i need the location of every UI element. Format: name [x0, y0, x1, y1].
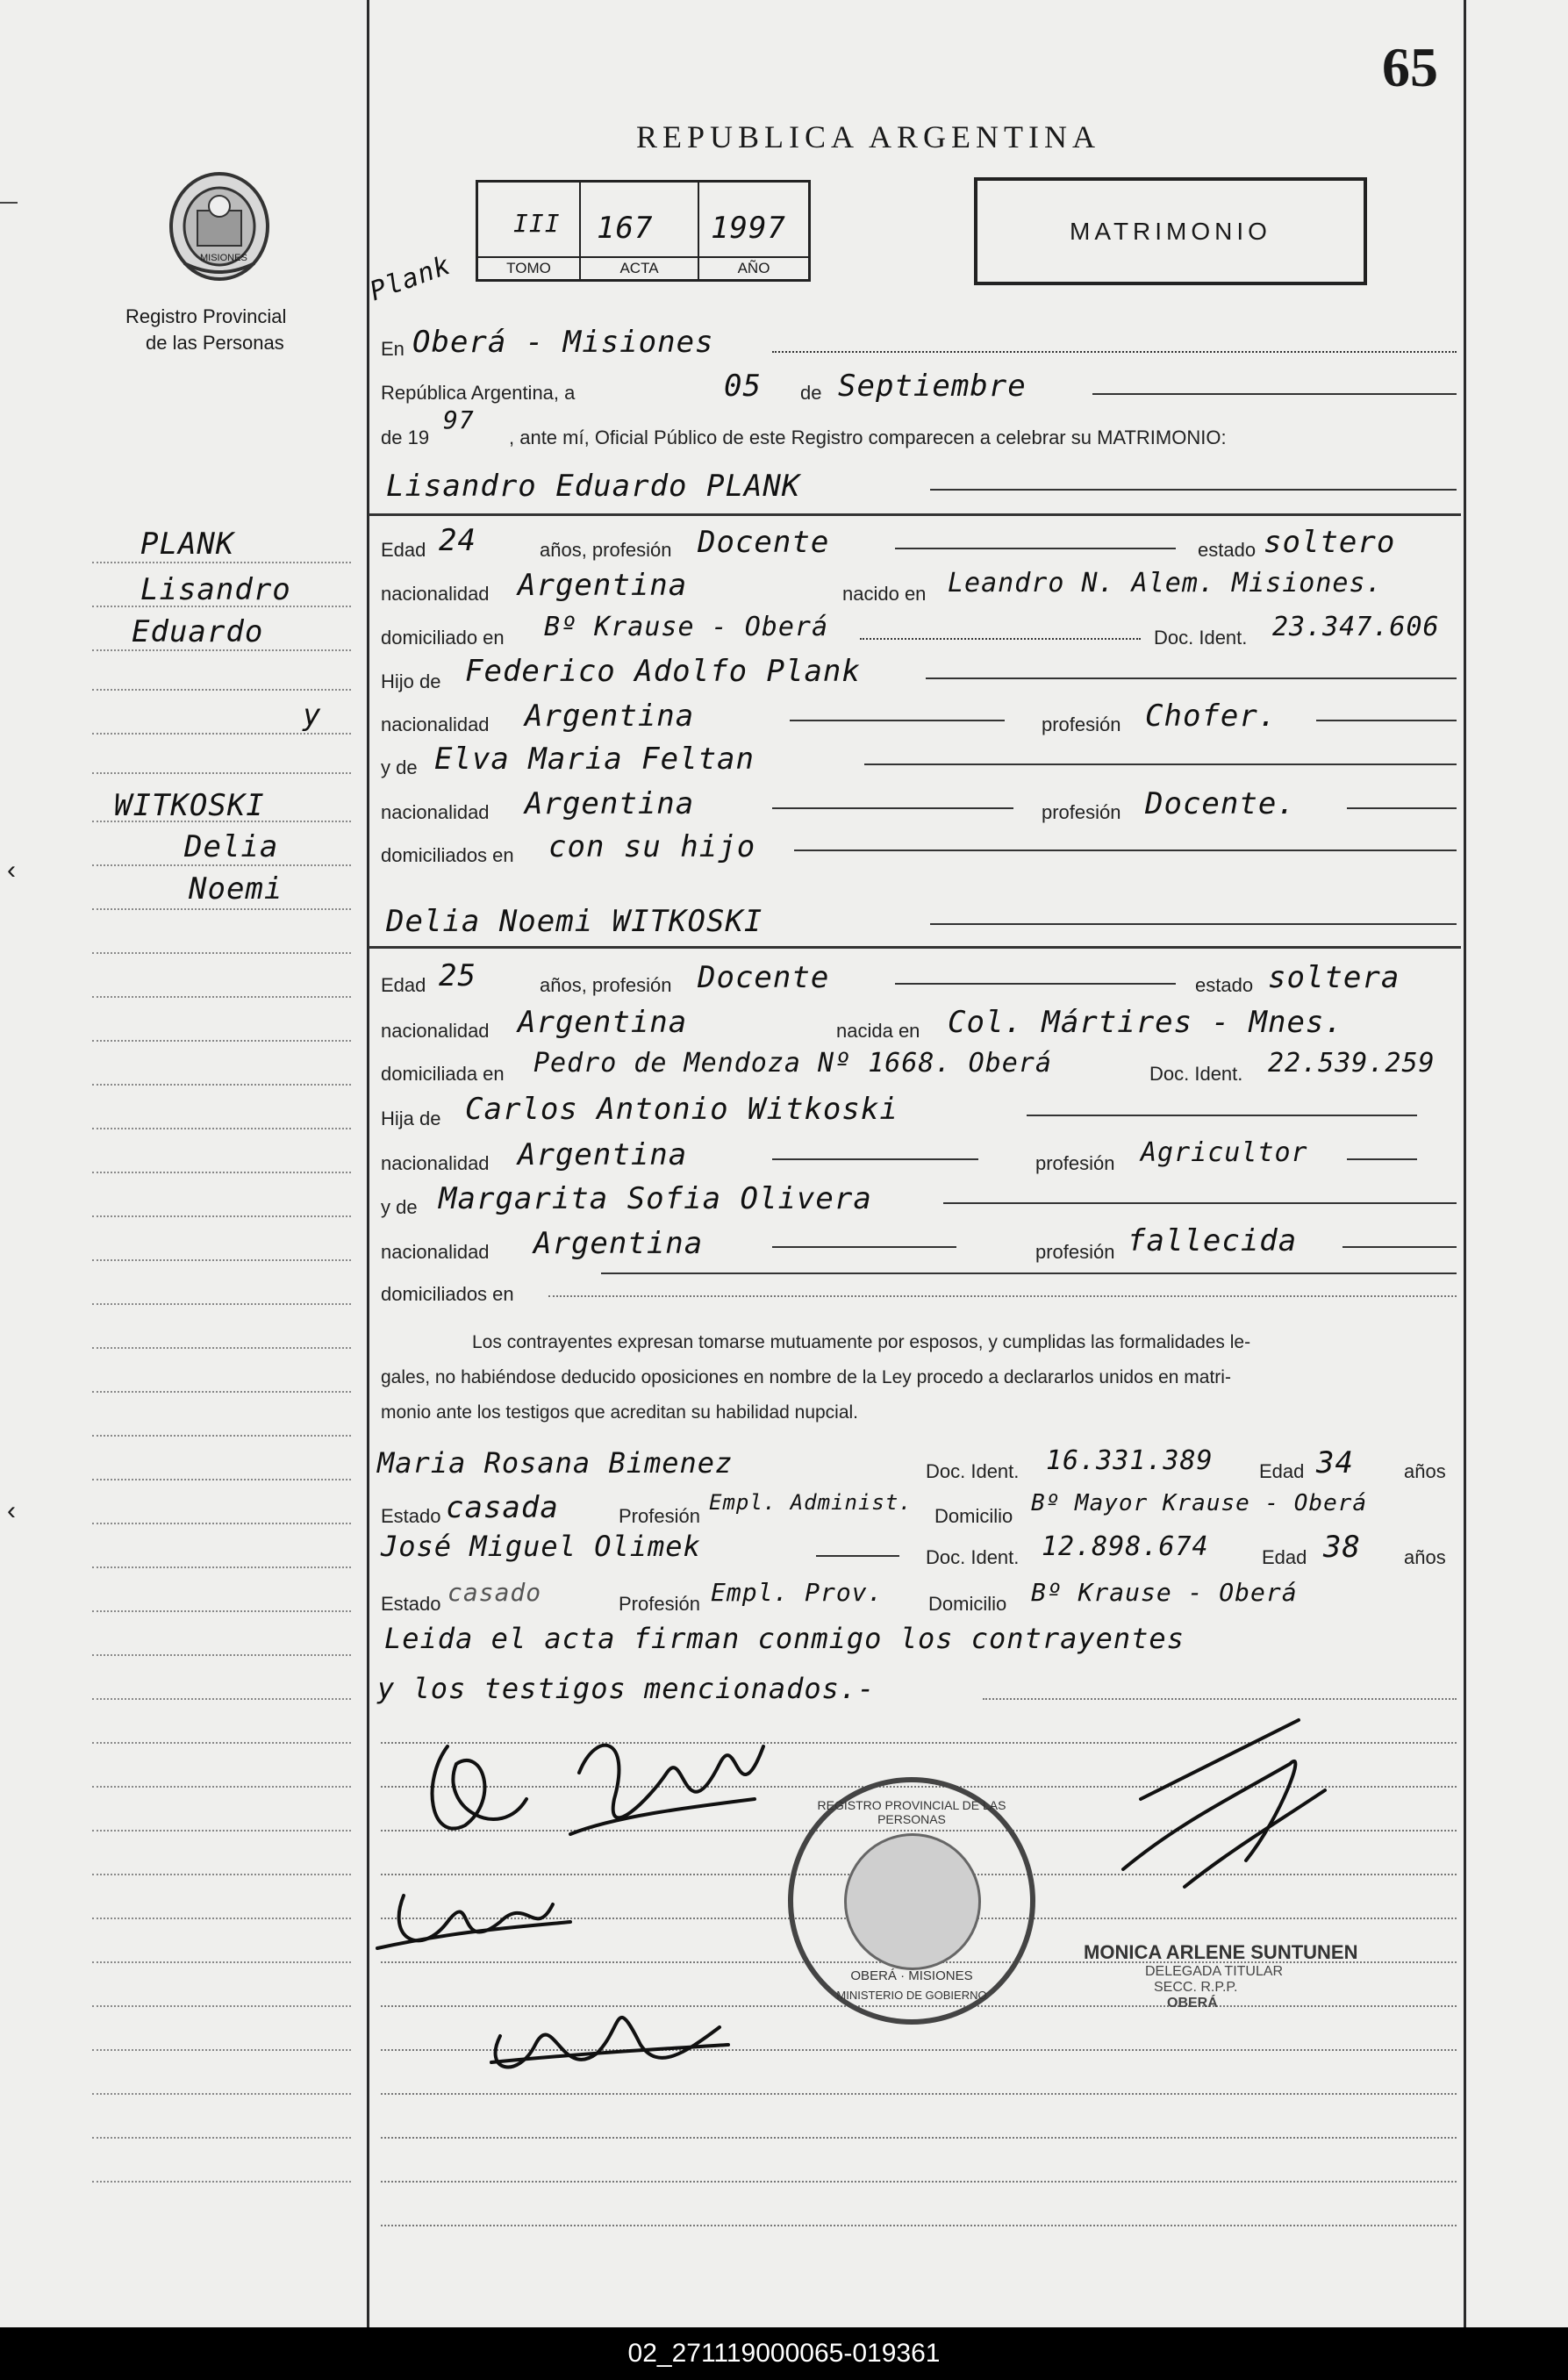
official-seal — [788, 1777, 1035, 2025]
groom-madre-prof: Docente. — [1145, 786, 1296, 821]
bride-domicilio: Pedro de Mendoza Nº 1668. Oberá — [533, 1048, 1052, 1079]
republica-label: República Argentina, a — [381, 382, 576, 404]
bride-padre: Carlos Antonio Witkoski — [465, 1092, 899, 1127]
officer-section: SECC. R.P.P. — [1154, 1980, 1238, 1995]
groom-anos-label: años, profesión — [540, 539, 672, 561]
seal-bottom: MINISTERIO DE GOBIERNO — [836, 1989, 987, 2002]
officer-name: MONICA ARLENE SUNTUNEN — [1084, 1941, 1358, 1963]
groom-edad-label: Edad — [381, 539, 426, 561]
witness1-anos-label: años — [1404, 1460, 1446, 1482]
witness1-estado: casada — [446, 1490, 559, 1525]
right-border — [1464, 0, 1466, 2327]
margin-bride-name2: Noemi — [189, 871, 283, 907]
initial-signature: Plank — [365, 249, 455, 308]
declaration-line-1: Los contrayentes expresan tomarse mutuamente por esposos, y cumplidas las formalidades le- — [472, 1332, 1251, 1352]
left-tick — [0, 202, 18, 204]
witness2-edad-label: Edad — [1262, 1546, 1307, 1568]
groom-padre-nac-label: nacionalidad — [381, 713, 490, 735]
bride-nacida: Col. Mártires - Mnes. — [948, 1005, 1343, 1040]
closing-line-1: Leida el acta firman conmigo los contrayentes — [384, 1622, 1185, 1655]
provincial-emblem-icon — [162, 167, 276, 285]
groom-padre: Federico Adolfo Plank — [465, 654, 861, 689]
left-margin-mark-2: ‹ — [7, 1496, 16, 1525]
seal-place: OBERÁ · MISIONES — [850, 1968, 973, 1983]
witness2-estado: casado — [447, 1578, 542, 1607]
place: Oberá - Misiones — [412, 325, 714, 360]
witness1-edad: 34 — [1316, 1445, 1354, 1480]
groom-madre-prof-label: profesión — [1042, 801, 1121, 823]
groom-domicilio: Bº Krause - Oberá — [544, 612, 829, 642]
registry-line-2: de las Personas — [146, 332, 284, 354]
groom-madre: Elva Maria Feltan — [434, 742, 755, 777]
witness2-profesion: Empl. Prov. — [711, 1578, 884, 1607]
margin-and: y — [303, 698, 322, 733]
acta-value: 167 — [597, 211, 654, 246]
groom-madre-nac-label: nacionalidad — [381, 801, 490, 823]
witness2-doc-label: Doc. Ident. — [926, 1546, 1020, 1568]
month: Septiembre — [838, 369, 1027, 404]
acta-label: ACTA — [579, 256, 699, 279]
declaration-line-3: monio ante los testigos que acreditan su habilidad nupcial. — [381, 1402, 859, 1423]
bride-domiciliados-label: domiciliados en — [381, 1283, 514, 1305]
intro-statement: , ante mí, Oficial Público de este Registro comparecen a celebrar su MATRIMONIO: — [509, 427, 1227, 448]
groom-estado: soltero — [1264, 525, 1396, 560]
year-suffix: 97 — [443, 405, 475, 434]
bride-dom-label: domiciliada en — [381, 1063, 505, 1085]
en-label: En — [381, 338, 405, 360]
witness1-prof-label: Profesión — [619, 1505, 700, 1527]
day: 05 — [724, 369, 762, 404]
witness1-estado-label: Estado — [381, 1505, 441, 1527]
groom-nac-label: nacionalidad — [381, 583, 490, 605]
witness2-dom-label: Domicilio — [928, 1593, 1007, 1615]
groom-doc: 23.347.606 — [1272, 612, 1440, 642]
bride-padre-prof: Agricultor — [1141, 1137, 1308, 1168]
witness2-estado-label: Estado — [381, 1593, 441, 1615]
country-title: REPUBLICA ARGENTINA — [636, 119, 1101, 154]
matrimonio-box: MATRIMONIO — [974, 177, 1367, 285]
bride-estado: soltera — [1268, 960, 1400, 995]
witness2-domicilio: Bº Krause - Oberá — [1031, 1578, 1298, 1607]
bride-nacida-label: nacida en — [836, 1020, 920, 1042]
bride-profesion: Docente — [698, 960, 830, 995]
bride-padre-nac-label: nacionalidad — [381, 1152, 490, 1174]
officer-title: DELEGADA TITULAR — [1145, 1964, 1284, 1979]
margin-bride-name1: Delia — [184, 829, 279, 864]
groom-nacido: Leandro N. Alem. Misiones. — [948, 568, 1383, 599]
bride-madre-nac-label: nacionalidad — [381, 1241, 490, 1263]
officer-stamp — [1084, 1941, 1426, 2011]
groom-dom-label: domiciliado en — [381, 627, 505, 649]
footer-id: 02_271119000065-019361 — [0, 2327, 1568, 2380]
officer-city: OBERÁ — [1167, 1996, 1218, 2011]
witness1-dom-label: Domicilio — [934, 1505, 1013, 1527]
bride-edad: 25 — [439, 958, 476, 993]
seal-emblem-icon — [844, 1833, 981, 1970]
year-prefix: de 19 — [381, 427, 430, 448]
witness2-prof-label: Profesión — [619, 1593, 700, 1615]
bride-doc-label: Doc. Ident. — [1149, 1063, 1243, 1085]
page-number: 65 — [1382, 36, 1438, 98]
bride-madre: Margarita Sofia Olivera — [439, 1181, 872, 1216]
margin-groom-surname: PLANK — [140, 527, 235, 562]
bride-name: Delia Noemi WITKOSKI — [386, 904, 763, 939]
tomo-label: TOMO — [478, 256, 579, 279]
closing-line-2: y los testigos mencionados.- — [377, 1672, 876, 1705]
groom-madre-nac: Argentina — [525, 786, 695, 821]
witness1-doc: 16.331.389 — [1046, 1445, 1214, 1476]
bride-padre-prof-label: profesión — [1035, 1152, 1115, 1174]
witness1-name: Maria Rosana Bimenez — [377, 1446, 734, 1480]
de-label: de — [800, 382, 822, 404]
registry-line-1: Registro Provincial — [125, 305, 287, 327]
bride-nacionalidad: Argentina — [518, 1005, 688, 1040]
record-number-box — [476, 180, 811, 282]
groom-profesion: Docente — [698, 525, 830, 560]
bride-estado-label: estado — [1195, 974, 1254, 996]
witness2-doc: 12.898.674 — [1042, 1531, 1209, 1562]
witness2-anos-label: años — [1404, 1546, 1446, 1568]
witness1-edad-label: Edad — [1259, 1460, 1305, 1482]
margin-groom-name2: Eduardo — [132, 614, 264, 649]
groom-doc-label: Doc. Ident. — [1154, 627, 1248, 649]
groom-edad: 24 — [439, 523, 476, 558]
tomo-value: III — [513, 209, 561, 238]
seal-text: REGISTRO PROVINCIAL DE LAS PERSONAS — [817, 1798, 1006, 1826]
groom-yde-label: y de — [381, 756, 418, 778]
ano-value: 1997 — [711, 211, 786, 246]
margin-groom-name1: Lisandro — [140, 572, 291, 607]
groom-padre-prof: Chofer. — [1145, 699, 1278, 734]
bride-padre-nac: Argentina — [518, 1137, 688, 1172]
groom-domiciliados-label: domiciliados en — [381, 844, 514, 866]
groom-padre-nac: Argentina — [525, 699, 695, 734]
bride-nac-label: nacionalidad — [381, 1020, 490, 1042]
bride-doc: 22.539.259 — [1268, 1048, 1436, 1079]
groom-padre-prof-label: profesión — [1042, 713, 1121, 735]
declaration-line-2: gales, no habiéndose deducido oposiciones en nombre de la Ley procedo a declararlos unidos en matri- — [381, 1367, 1231, 1387]
witness2-edad: 38 — [1323, 1530, 1361, 1565]
bride-madre-prof: fallecida — [1128, 1223, 1298, 1258]
groom-estado-label: estado — [1198, 539, 1257, 561]
witness1-doc-label: Doc. Ident. — [926, 1460, 1020, 1482]
bride-anos-label: años, profesión — [540, 974, 672, 996]
bride-madre-prof-label: profesión — [1035, 1241, 1115, 1263]
groom-nacionalidad: Argentina — [518, 568, 688, 603]
ano-label: AÑO — [699, 256, 808, 279]
emblem-label: MISIONES — [200, 253, 247, 263]
bride-hija-label: Hija de — [381, 1108, 441, 1129]
groom-name: Lisandro Eduardo PLANK — [386, 469, 801, 504]
witness2-name: José Miguel Olimek — [381, 1530, 701, 1563]
groom-hijo-label: Hijo de — [381, 670, 441, 692]
groom-domiciliados: con su hijo — [548, 829, 756, 864]
bride-yde-label: y de — [381, 1196, 418, 1218]
bride-madre-nac: Argentina — [533, 1226, 704, 1261]
bride-edad-label: Edad — [381, 974, 426, 996]
margin-bride-surname: WITKOSKI — [114, 788, 265, 823]
groom-nacido-label: nacido en — [842, 583, 927, 605]
witness1-domicilio: Bº Mayor Krause - Oberá — [1031, 1490, 1368, 1516]
witness1-profesion: Empl. Administ. — [709, 1490, 913, 1515]
left-margin-mark-1: ‹ — [7, 856, 16, 885]
